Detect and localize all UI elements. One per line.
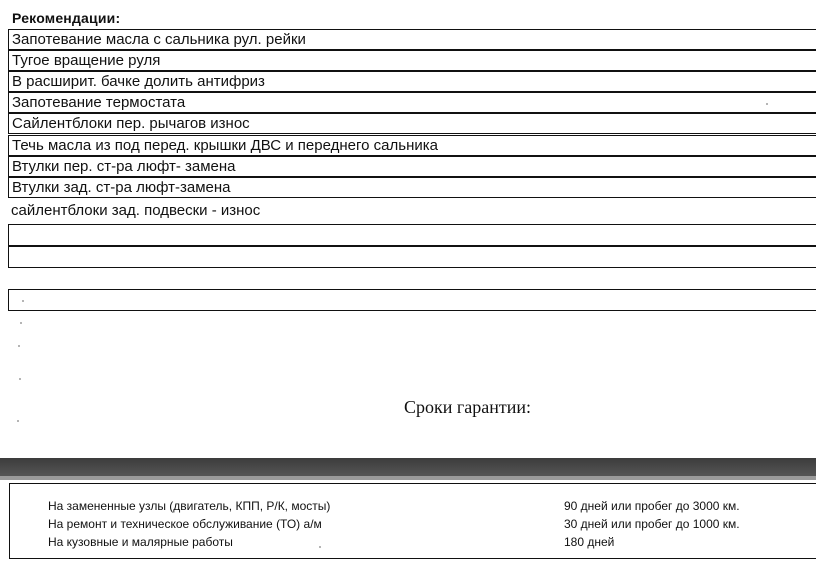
- recommendation-row: [8, 92, 816, 113]
- recommendation-text: Запотевание термостата: [12, 94, 186, 111]
- recommendation-text: Втулки зад. ст-ра люфт-замена: [12, 179, 231, 196]
- recommendation-text: Сайлентблоки пер. рычагов износ: [12, 115, 250, 132]
- recommendations-title: Рекомендации:: [12, 10, 121, 26]
- recommendation-row: [8, 177, 816, 198]
- recommendation-row: [8, 113, 816, 134]
- warranty-value: 90 дней или пробег до 3000 км.: [564, 499, 740, 513]
- warranty-row: [10, 534, 816, 552]
- empty-row: [8, 246, 816, 268]
- warranty-table: [9, 483, 816, 559]
- warranty-row: [10, 516, 816, 534]
- recommendation-text: В расширит. бачке долить антифриз: [12, 73, 265, 90]
- recommendation-text: сайлентблоки зад. подвески - износ: [11, 202, 261, 219]
- recommendation-text: Тугое вращение руля: [12, 52, 161, 69]
- scan-speck: [20, 322, 22, 324]
- scan-speck: [766, 103, 768, 105]
- scan-speck: [19, 378, 21, 380]
- page-separator-band: [0, 458, 816, 476]
- recommendation-text: Течь масла из под перед. крышки ДВС и переднего сальника: [12, 137, 438, 154]
- empty-row: [8, 289, 816, 311]
- recommendation-row: [8, 201, 816, 222]
- warranty-value: 30 дней или пробег до 1000 км.: [564, 517, 740, 531]
- warranty-label: На кузовные и малярные работы: [48, 535, 233, 549]
- scan-speck: [18, 345, 20, 347]
- recommendation-row: [8, 135, 816, 156]
- recommendation-row: [8, 50, 816, 71]
- warranty-label: На замененные узлы (двигатель, КПП, Р/К, мосты): [48, 499, 331, 513]
- warranty-title: Сроки гарантии:: [404, 397, 532, 417]
- warranty-value: 180 дней: [564, 535, 615, 549]
- recommendation-row: [8, 71, 816, 92]
- scan-speck: [17, 420, 19, 422]
- recommendations-table: [8, 29, 816, 268]
- warranty-row: [10, 498, 816, 516]
- empty-row: [8, 224, 816, 246]
- warranty-label: На ремонт и техническое обслуживание (ТО) а/м: [48, 517, 322, 531]
- scan-speck: [22, 300, 24, 302]
- recommendation-row: [8, 156, 816, 177]
- page-separator-shadow: [0, 476, 816, 480]
- recommendation-row: [8, 29, 816, 50]
- recommendation-text: Втулки пер. ст-ра люфт- замена: [12, 158, 236, 175]
- recommendation-text: Запотевание масла с сальника рул. рейки: [12, 31, 306, 48]
